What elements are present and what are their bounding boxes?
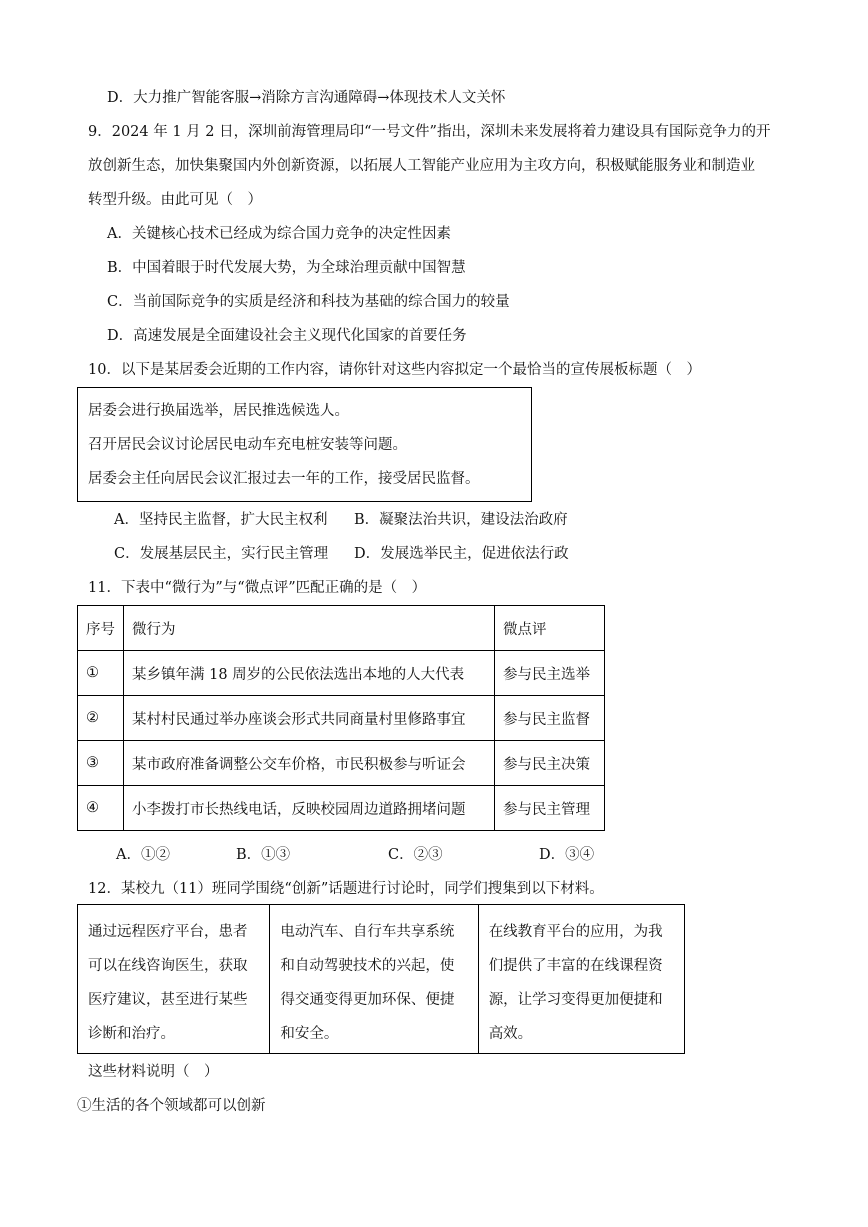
q12-cell-line: 高效。: [488, 1026, 533, 1042]
q8-option-d: D．大力推广智能客服→消除方言沟通障碍→体现技术人文关怀: [107, 90, 506, 106]
q10-option-b: B．凝聚法治共识，建设法治政府: [354, 512, 568, 528]
q12-cell-line: 们提供了丰富的在线课程资: [488, 958, 663, 974]
table-cell: 参与民主决策: [495, 741, 605, 786]
q9-stem-line2: 放创新生态，加快集聚国内外创新资源，以拓展人工智能产业应用为主攻方向，积极赋能服务业和制造业: [88, 158, 755, 174]
table-cell: 某市政府准备调整公交车价格，市民积极参与听证会: [124, 741, 495, 786]
q11-options-row: [116, 845, 816, 865]
q10-box-line: 居委会进行换届选举，居民推选候选人。: [88, 403, 349, 419]
q10-box-line: 居委会主任向居民会议汇报过去一年的工作，接受居民监督。: [88, 471, 480, 487]
table-header-cell: 序号: [78, 606, 124, 651]
q11-option-a: A．①②: [116, 847, 170, 863]
table-cell: ①: [78, 651, 124, 696]
q12-stem: 12．某校九（11）班同学围绕“创新”话题进行讨论时，同学们搜集到以下材料。: [88, 881, 604, 897]
q10-material-box: [77, 387, 532, 502]
table-cell: 某乡镇年满 18 周岁的公民依法选出本地的人大代表: [124, 651, 495, 696]
q12-cell-line: 源，让学习变得更加便捷和: [488, 992, 663, 1008]
table-cell: 参与民主选举: [495, 651, 605, 696]
q12-cell-transport: [269, 905, 477, 1053]
table-row: [78, 696, 605, 741]
q9-stem-line1: 9．2024 年 1 月 2 日，深圳前海管理局印“一号文件”指出，深圳未来发展将着力建设具有国际竞争力的开: [88, 124, 771, 140]
q12-question: 这些材料说明（ ）: [88, 1064, 219, 1080]
q10-options-row1: [114, 510, 814, 530]
q11-stem: 11．下表中“微行为”与“微点评”匹配正确的是（ ）: [88, 580, 427, 596]
q12-cell-line: 得交通变得更加环保、便捷: [280, 992, 455, 1008]
q12-cell-line: 电动汽车、自行车共享系统: [280, 924, 455, 940]
q11-option-c: C．②③: [388, 847, 443, 863]
q11-table: [77, 605, 605, 831]
q9-stem-line3: 转型升级。由此可见（ ）: [88, 192, 262, 208]
table-cell: 小李拨打市长热线电话，反映校园周边道路拥堵问题: [124, 786, 495, 831]
q10-options-row2: [114, 544, 814, 564]
table-row: [78, 651, 605, 696]
q12-material-table: [77, 904, 685, 1054]
q12-cell-line: 在线教育平台的应用，为我: [488, 924, 663, 940]
table-cell: 某村村民通过举办座谈会形式共同商量村里修路事宜: [124, 696, 495, 741]
q12-cell-line: 医疗建议，甚至进行某些: [88, 992, 248, 1008]
table-row: [78, 786, 605, 831]
q9-option-b: B．中国着眼于时代发展大势，为全球治理贡献中国智慧: [107, 260, 466, 276]
table-cell: ③: [78, 741, 124, 786]
table-cell: ④: [78, 786, 124, 831]
q12-cell-line: 通过远程医疗平台，患者: [88, 924, 248, 940]
q12-cell-medical: [78, 905, 269, 1053]
q12-cell-line: 可以在线咨询医生，获取: [88, 958, 248, 974]
q10-box-line: 召开居民会议讨论居民电动车充电桩安装等问题。: [88, 437, 407, 453]
q12-cell-line: 诊断和治疗。: [88, 1026, 175, 1042]
q9-option-c: C．当前国际竞争的实质是经济和科技为基础的综合国力的较量: [107, 294, 510, 310]
table-cell: 参与民主监督: [495, 696, 605, 741]
q10-stem: 10．以下是某居委会近期的工作内容，请你针对这些内容拟定一个最恰当的宣传展板标题（ ）: [88, 362, 701, 378]
table-cell: ②: [78, 696, 124, 741]
q11-option-d: D．③④: [539, 847, 595, 863]
table-header-cell: 微行为: [124, 606, 495, 651]
q10-option-d: D．发展选举民主，促进依法行政: [354, 546, 569, 562]
q12-cell-line: 和自动驾驶技术的兴起，使: [280, 958, 455, 974]
table-header-row: [78, 606, 605, 651]
q12-cell-line: 和安全。: [280, 1026, 339, 1042]
table-cell: 参与民主管理: [495, 786, 605, 831]
q10-option-c: C．发展基层民主，实行民主管理: [114, 546, 329, 562]
q10-option-a: A．坚持民主监督，扩大民主权利: [114, 512, 328, 528]
q12-statement-1: ①生活的各个领域都可以创新: [77, 1098, 266, 1114]
q12-cell-education: [478, 905, 684, 1053]
q11-option-b: B．①③: [236, 847, 291, 863]
table-row: [78, 741, 605, 786]
q9-option-d: D．高速发展是全面建设社会主义现代化国家的首要任务: [107, 328, 467, 344]
q9-option-a: A．关键核心技术已经成为综合国力竞争的决定性因素: [107, 226, 451, 242]
table-header-cell: 微点评: [495, 606, 605, 651]
